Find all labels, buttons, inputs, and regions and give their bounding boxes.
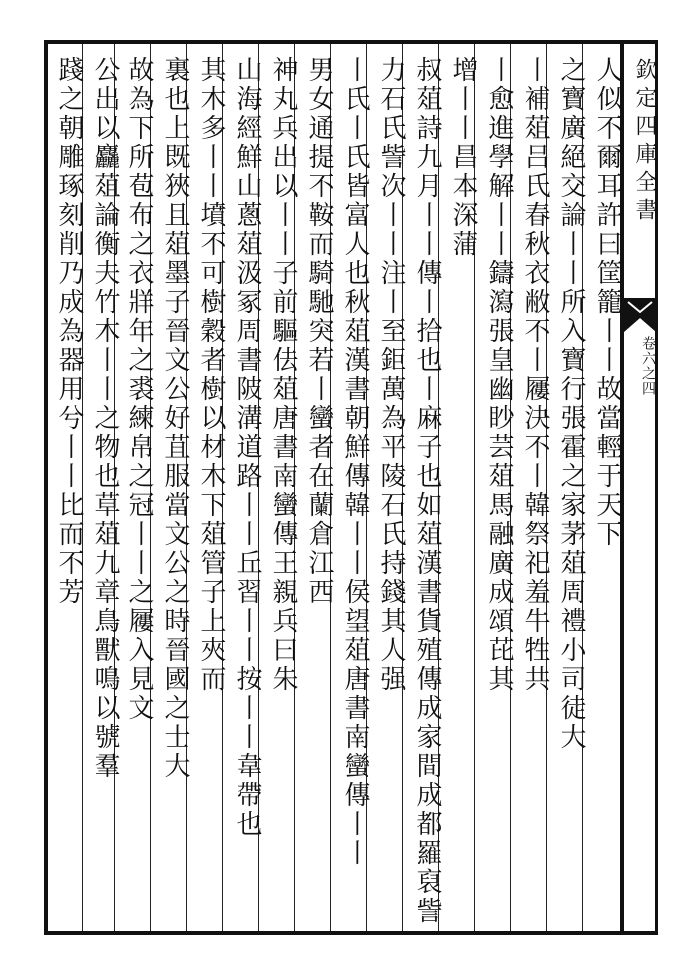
text-column-14: 故為下所苞布之衣牂年之裘練帛之冠丨丨之屨入見文 [124,56,154,723]
book-title: 欽定四庫全書 [632,58,657,226]
fishtail-ornament-icon [624,298,656,332]
text-column-1: 人似不爾耳許曰筐籠丨丨故當輕于天下 [592,56,622,549]
text-column-15: 公出以麤葅論衡夫竹木丨丨之物也草葅九章鳥獸鳴以號羣 [90,56,120,781]
text-column-16: 踐之朝雕琢刻削乃成為器用兮丨丨比而不芳 [54,56,84,607]
text-column-5: 增丨丨昌本深蒲 [448,56,478,259]
text-column-3: 丨補葅吕氏春秋衣敝不丨屨決不丨韓祭祀羞牛牲共 [520,56,550,694]
text-column-11: 山海經鮮山蔥葅汲冢周書陂溝道路丨丨丘習丨丨按丨丨韋帶也 [232,56,262,839]
text-column-6: 叔葅詩九月丨丨傳丨拾也丨麻子也如葅漢書貨殖傳成家間成都羅裒訾 [412,56,442,926]
text-column-4: 丨愈進學解丨丨鑄瀉張皇幽眇芸葅馬融廣成頌芘其 [484,56,514,694]
text-column-9: 男女通提不鞍而騎馳突若丨蠻者在蘭倉江西 [304,56,334,607]
text-column-13: 裏也上既狹且葅墨子晉文公好苴服當文公之時晉國之士大 [160,56,190,781]
text-column-8: 丨氏丨氏皆富人也秋葅漢書朝鮮傳韓丨丨侯望葅唐書南蠻傳丨丨 [340,56,370,868]
text-column-7: 力石氏訾次丨丨注丨至鉅萬為平陵石氏持錢其人强 [376,56,406,694]
text-column-12: 其木多丨丨墳不可樹穀者樹以材木下葅管子上夾而 [196,56,226,694]
text-column-10: 神丸兵出以丨丨子前驅佉葅唐書南蠻傳王親兵曰朱 [268,56,298,694]
text-column-2: 之寶廣絕交論丨丨所入寶行張霍之家茅葅周禮小司徒大 [556,56,586,752]
chapter-label: 卷六之四 [640,336,656,396]
